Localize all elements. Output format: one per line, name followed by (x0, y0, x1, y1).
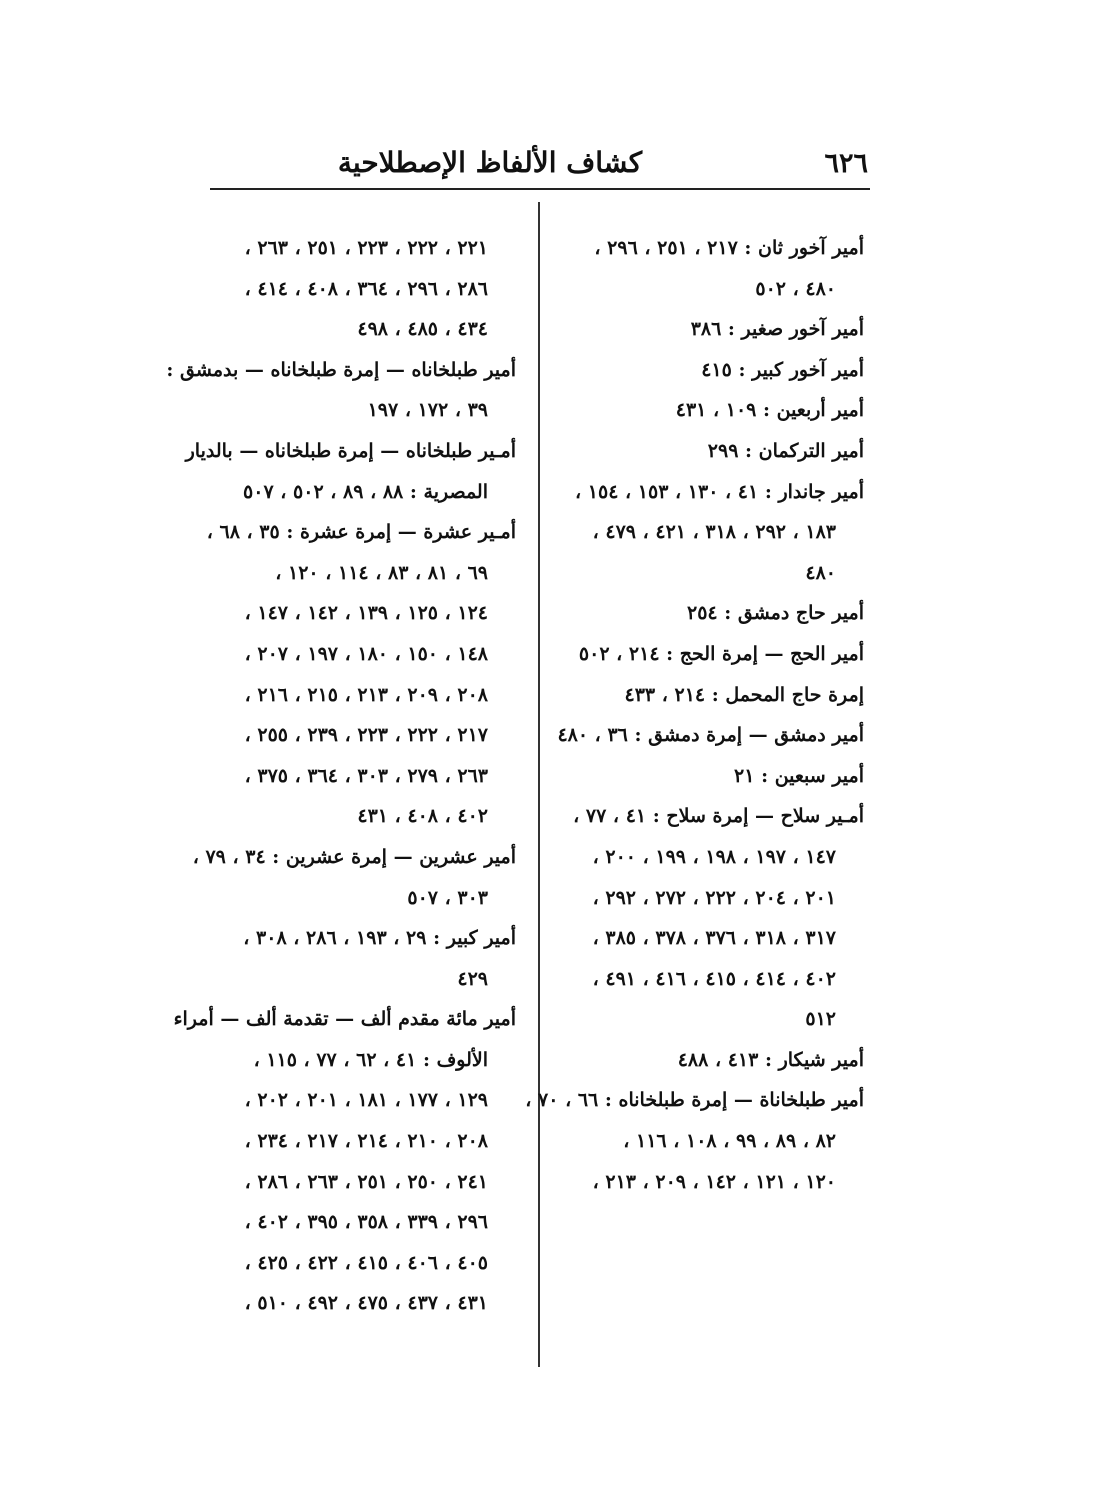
index-continuation-line: ٢٠٨ ، ٢٠٩ ، ٢١٣ ، ٢١٥ ، ٢١٦ ، (244, 683, 488, 706)
running-title: كشاف الألفاظ الإصطلاحية (337, 146, 643, 179)
index-continuation-line: ٢٠٨ ، ٢١٠ ، ٢١٤ ، ٢١٧ ، ٢٣٤ ، (244, 1130, 488, 1153)
index-continuation-line: ١٤٧ ، ١٩٧ ، ١٩٨ ، ١٩٩ ، ٢٠٠ ، (592, 845, 836, 868)
index-continuation-line: ١٢٤ ، ١٢٥ ، ١٣٩ ، ١٤٢ ، ١٤٧ ، (244, 602, 488, 625)
right-column (525, 228, 864, 1202)
index-continuation-line: ٤٢٩ (457, 967, 488, 990)
header-rule (210, 188, 870, 190)
index-continuation-line: ٨٢ ، ٨٩ ، ٩٩ ، ١٠٨ ، ١١٦ ، (623, 1130, 836, 1153)
index-continuation-line: ٤٣١ ، ٤٣٧ ، ٤٧٥ ، ٤٩٢ ، ٥١٠ ، (244, 1292, 488, 1315)
index-continuation-line: ٣٠٣ ، ٥٠٧ (407, 886, 488, 909)
index-entry-line: أمير آخور ثان : ٢١٧ ، ٢٥١ ، ٢٩٦ ، (594, 237, 864, 259)
index-entry-line: أمير عشرين — إمرة عشرين : ٣٤ ، ٧٩ ، (192, 845, 516, 868)
index-continuation-line: المصرية : ٨٨ ، ٨٩ ، ٥٠٢ ، ٥٠٧ (243, 480, 488, 503)
index-entry-line: أمير جاندار : ٤١ ، ١٣٠ ، ١٥٣ ، ١٥٤ ، (575, 480, 864, 503)
index-entry-line: أمير دمشق — إمرة دمشق : ٣٦ ، ٤٨٠ (557, 724, 864, 747)
index-continuation-line: ٢١٧ ، ٢٢٢ ، ٢٢٣ ، ٢٣٩ ، ٢٥٥ ، (244, 724, 488, 747)
index-entry-line: أمير التركمان : ٢٩٩ (707, 439, 864, 462)
index-entry-line: أمير أربعين : ١٠٩ ، ٤٣١ (675, 399, 864, 422)
index-continuation-line: ٣٩ ، ١٧٢ ، ١٩٧ (367, 399, 488, 422)
index-continuation-line: ٥١٢ (805, 1008, 836, 1031)
index-entry-line: أمير سبعين : ٢١ (734, 764, 864, 787)
index-continuation-line: ٢٤١ ، ٢٥٠ ، ٢٥١ ، ٢٦٣ ، ٢٨٦ ، (244, 1170, 488, 1193)
index-continuation-line: ٣١٧ ، ٣١٨ ، ٣٧٦ ، ٣٧٨ ، ٣٨٥ ، (592, 927, 836, 950)
index-continuation-line: ٤٨٠ (805, 561, 836, 584)
index-entry-line: أمير مائة مقدم ألف — تقدمة ألف — أمراء (173, 1008, 516, 1031)
index-continuation-line: ٦٩ ، ٨١ ، ٨٣ ، ١١٤ ، ١٢٠ ، (275, 561, 488, 584)
index-entry-line: أمـير طبلخاناه — إمرة طبلخاناه — بالديار (185, 439, 516, 462)
index-entry-line: أمير الحج — إمرة الحج : ٢١٤ ، ٥٠٢ (578, 642, 864, 665)
index-entry-line: أمير آخور كبير : ٤١٥ (701, 358, 864, 381)
index-continuation-line: ٤٠٢ ، ٤١٤ ، ٤١٥ ، ٤١٦ ، ٤٩١ ، (592, 967, 836, 990)
index-entry-line: أمير كبير : ٢٩ ، ١٩٣ ، ٢٨٦ ، ٣٠٨ ، (243, 927, 516, 950)
index-continuation-line: ٢٩٦ ، ٣٣٩ ، ٣٥٨ ، ٣٩٥ ، ٤٠٢ ، (244, 1211, 488, 1234)
index-continuation-line: ٢٢١ ، ٢٢٢ ، ٢٢٣ ، ٢٥١ ، ٢٦٣ ، (244, 237, 488, 259)
page-number: ٦٢٦ (824, 148, 868, 179)
index-entry-line: أمير طبلخاناة — إمرة طبلخاناه : ٦٦ ، ٧٠ ، (525, 1089, 864, 1112)
index-continuation-line: ٢٨٦ ، ٢٩٦ ، ٣٦٤ ، ٤٠٨ ، ٤١٤ ، (244, 277, 488, 300)
column-divider (538, 202, 540, 1367)
index-continuation-line: ١٤٨ ، ١٥٠ ، ١٨٠ ، ١٩٧ ، ٢٠٧ ، (244, 642, 488, 665)
index-continuation-line: ٢٦٣ ، ٢٧٩ ، ٣٠٣ ، ٣٦٤ ، ٣٧٥ ، (244, 764, 488, 787)
index-entry-line: إمرة حاج المحمل : ٢١٤ ، ٤٣٣ (624, 683, 864, 706)
page-header (210, 140, 870, 192)
index-entry-line: أمير آخور صغير : ٣٨٦ (690, 318, 864, 341)
index-continuation-line: الألوف : ٤١ ، ٦٢ ، ٧٧ ، ١١٥ ، (253, 1048, 488, 1071)
index-continuation-line: ١٨٣ ، ٢٩٢ ، ٣١٨ ، ٤٢١ ، ٤٧٩ ، (592, 521, 836, 544)
index-continuation-line: ٤٠٥ ، ٤٠٦ ، ٤١٥ ، ٤٢٢ ، ٤٢٥ ، (244, 1251, 488, 1274)
index-continuation-line: ١٢٩ ، ١٧٧ ، ١٨١ ، ٢٠١ ، ٢٠٢ ، (244, 1089, 488, 1112)
index-continuation-line: ٤٠٢ ، ٤٠٨ ، ٤٣١ (357, 805, 488, 828)
index-entry-line: أمير شيكار : ٤١٣ ، ٤٨٨ (677, 1048, 864, 1071)
index-continuation-line: ٤٨٠ ، ٥٠٢ (755, 277, 836, 300)
index-entry-line: أمير طبلخاناه — إمرة طبلخاناه — بدمشق : (166, 358, 516, 381)
index-entry-line: أمير حاج دمشق : ٢٥٤ (686, 602, 864, 625)
index-continuation-line: ٢٠١ ، ٢٠٤ ، ٢٢٢ ، ٢٧٢ ، ٢٩٢ ، (592, 886, 836, 909)
index-continuation-line: ٤٣٤ ، ٤٨٥ ، ٤٩٨ (357, 318, 488, 341)
index-entry-line: أمـير عشرة — إمرة عشرة : ٣٥ ، ٦٨ ، (206, 521, 516, 544)
left-column (166, 228, 516, 1324)
index-continuation-line: ١٢٠ ، ١٢١ ، ١٤٢ ، ٢٠٩ ، ٢١٣ ، (592, 1170, 836, 1193)
index-entry-line: أمـير سلاح — إمرة سلاح : ٤١ ، ٧٧ ، (573, 805, 864, 828)
